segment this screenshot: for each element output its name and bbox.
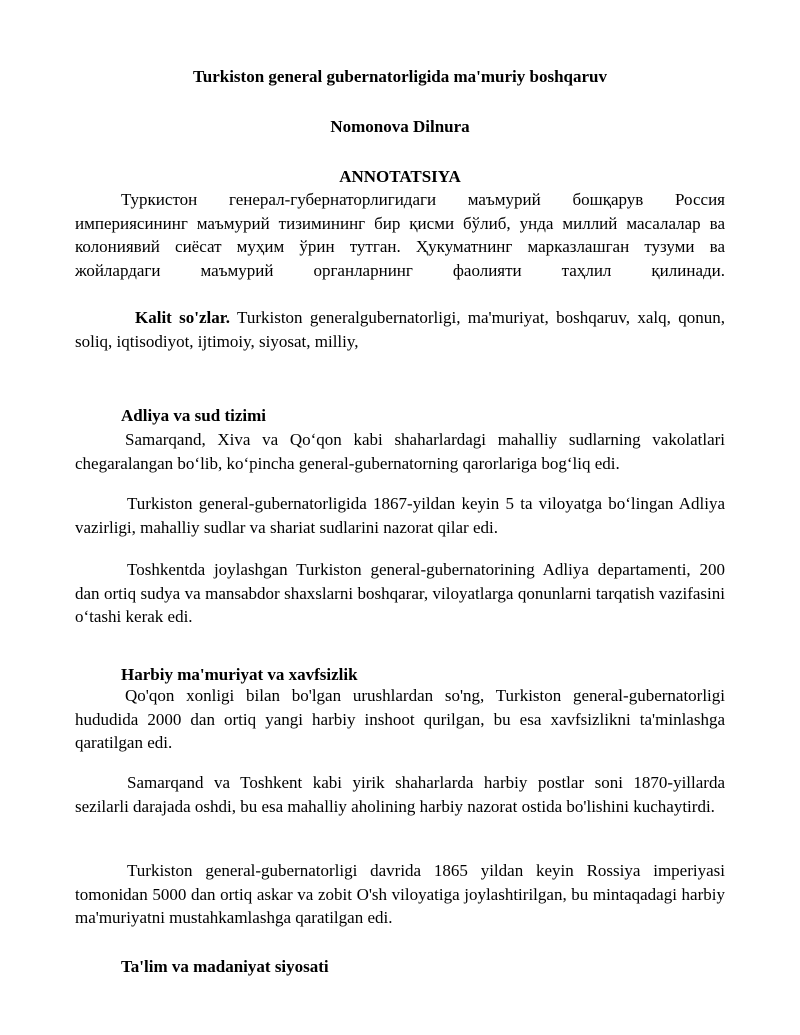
author-name: Nomonova Dilnura [330, 117, 470, 136]
paragraph-harbiy-3: Turkiston general-gubernatorligi davrida 1865 yildan keyin Rossiya imperiyasi tomonidan 5000 dan ortiq askar va zobit O'sh viloyatiga joylashtirilgan, bu mintaqadagi harbiy ma'muriyatni mustahkamlashga qaratilgan edi. [75, 861, 725, 927]
keywords-paragraph [75, 306, 725, 353]
paragraph-adliya-3: Toshkentda joylashgan Turkiston general-gubernatorining Adliya departamenti, 200 dan ortiq sudya va mansabdor shaxslarni boshqarar, viloyatlarga qonunlarni tarqatish vazifasini o‘tashi kerak edi. [75, 560, 725, 626]
paragraph-harbiy-1: Qo'qon xonligi bilan bo'lgan urushlardan so'ng, Turkiston general-gubernatorligi hududida 2000 dan ortiq yangi harbiy inshoot qurilgan, bu esa xavfsizlikni ta'minlashga qaratilgan edi. [75, 686, 725, 752]
keywords-label: Kalit so'zlar. [135, 308, 231, 327]
paragraph-adliya-2: Turkiston general-gubernatorligida 1867-yildan keyin 5 ta viloyatga bo‘lingan Adliya vazirligi, mahalliy sudlar va shariat sudlarini nazorat qilar edi. [75, 494, 725, 537]
paragraph-adliya-1: Samarqand, Xiva va Qo‘qon kabi shaharlardagi mahalliy sudlarning vakolatlari chegaralangan bo‘lib, ko‘pincha general-gubernatorning qarorlariga bog‘liq edi. [75, 430, 725, 473]
annotation-text: Туркистон генерал-губернаторлигидаги маъмурий бошқарув Россия империясининг маъмурий тизимининг бир қисми бўлиб, унда миллий масалалар ва колониявий сиёсат муҳим ўрин тутган. Ҳукуматнинг марказлашган тузуми ва жойлардаги маъмурий органларнинг фаолияти таҳлил қилинади. [75, 190, 725, 280]
annotation-heading: ANNOTATSIYA [339, 167, 461, 186]
section-heading-adliya: Adliya va sud tizimi [121, 406, 266, 425]
paragraph-harbiy-2: Samarqand va Toshkent kabi yirik shaharlarda harbiy postlar soni 1870-yillarda sezilarli darajada oshdi, bu esa mahalliy aholining harbiy nazorat ostida bo'lishini kuchaytirdi. [75, 773, 725, 816]
keywords-text: Turkiston generalgubernatorligi, ma'muriyat, boshqaruv, xalq, qonun, soliq, iqtisodiyot, ijtimoiy, siyosat, milliy, [75, 308, 725, 351]
section-heading-harbiy: Harbiy ma'muriyat va xavfsizlik [121, 665, 358, 684]
paper-title: Turkiston general gubernatorligida ma'muriy boshqaruv [192, 67, 608, 86]
section-heading-talim: Ta'lim va madaniyat siyosati [121, 957, 329, 976]
